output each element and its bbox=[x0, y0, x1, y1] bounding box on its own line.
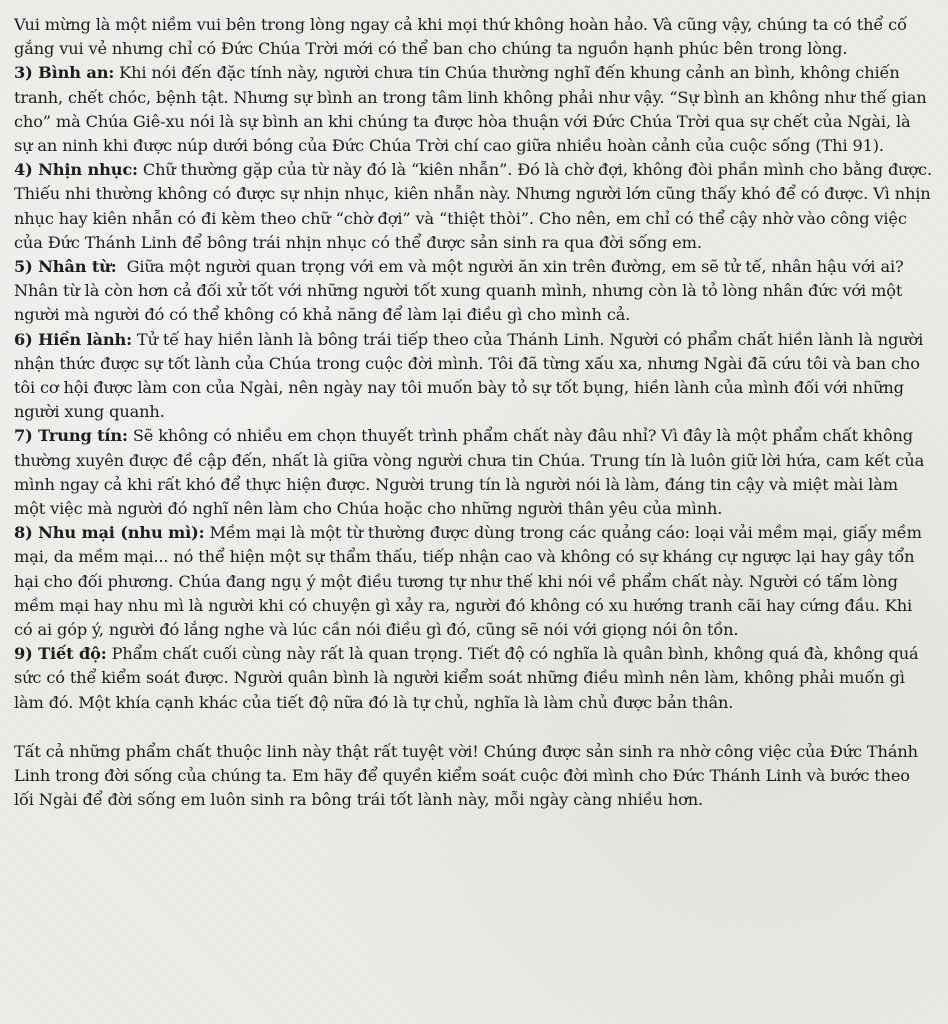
conclusion-paragraph: Tất cả những phẩm chất thuộc linh này thật rất tuyệt vời! Chúng được sản sinh ra nhờ công việc của Đức Thánh Linh trong đời sống của chúng ta. Em hãy để quyền kiểm soát cuộc đời mình cho Đức Thánh Linh và bước theo lối Ngài để đời sống em luôn sinh ra bông trái tốt lành này, mỗi ngày càng nhiều hơn. bbox=[14, 741, 918, 810]
section-label: 6) Hiền lành: bbox=[14, 329, 132, 349]
section-binh-an bbox=[14, 61, 932, 158]
intro-paragraph: Vui mừng là một niềm vui bên trong lòng ngay cả khi mọi thứ không hoàn hảo. Và cũng vậy, chúng ta có thể cố gắng vui vẻ nhưng chỉ có Đức Chúa Trời mới có thể ban cho chúng ta nguồn hạnh phúc bên trong lòng. bbox=[14, 15, 907, 59]
section-label: 5) Nhân từ: bbox=[14, 257, 117, 277]
paragraph-spacer bbox=[14, 715, 932, 740]
section-tiet-do bbox=[14, 642, 932, 715]
section-trung-tin bbox=[14, 424, 932, 521]
section-text: Sẽ không có nhiều em chọn thuyết trình phẩm chất này đâu nhỉ? Vì đây là một phẩm chất không thường xuyên được đề cập đến, nhất là giữa vòng người chưa tin Chúa. Trung tín là luôn giữ lời hứa, cam kết của mình ngay cả khi rất khó để thực hiện được. Người trung tín là người nói là làm, đáng tin cậy và miệt mài làm một việc mà người đó nghĩ nên làm cho Chúa hoặc cho những người thân yêu của mình. bbox=[14, 426, 925, 519]
section-text: Khi nói đến đặc tính này, người chưa tin Chúa thường nghĩ đến khung cảnh an bình, không chiến tranh, chết chóc, bệnh tật. Nhưng sự bình an trong tâm linh không phải như vậy. “Sự bình an không như thế gian cho” mà Chúa Giê-xu nói là sự bình an khi chúng ta được hòa thuận với Đức Chúa Trời qua sự chết của Ngài, là sự an ninh khi được núp dưới bóng của Đức Chúa Trời chí cao giữa nhiều hoàn cảnh của cuộc sống (Thi 91). bbox=[14, 63, 927, 156]
section-label: 4) Nhịn nhục: bbox=[14, 160, 138, 180]
section-text: Phẩm chất cuối cùng này rất là quan trọng. Tiết độ có nghĩa là quân bình, không quá đà, không quá sức có thể kiểm soát được. Người quân bình là người kiểm soát những điều mình nên làm, không phải muốn gì làm đó. Một khía cạnh khác của tiết độ nữa đó là tự chủ, nghĩa là làm chủ được bản thân. bbox=[14, 644, 919, 712]
section-label: 7) Trung tín: bbox=[14, 426, 128, 446]
section-text: Tử tế hay hiền lành là bông trái tiếp theo của Thánh Linh. Người có phẩm chất hiền lành là người nhận thức được sự tốt lành của Chúa trong cuộc đời mình. Tôi đã từng xấu xa, nhưng Ngài đã cứu tôi và ban cho tôi cơ hội được làm con của Ngài, nên ngày nay tôi muốn bày tỏ sự tốt bụng, hiền lành của mình đối với những người xung quanh. bbox=[14, 329, 924, 422]
section-hien-lanh bbox=[14, 328, 932, 425]
section-label: 3) Bình an: bbox=[14, 63, 115, 83]
section-text: Chữ thường gặp của từ này đó là “kiên nhẫn”. Đó là chờ đợi, không đòi phần mình cho bằng được. Thiếu nhi thường không có được sự nhịn nhục, kiên nhẫn này. Nhưng người lớn cũng thấy khó để có được. Vì nhịn nhục hay kiên nhẫn có đi kèm theo chữ “chờ đợi” và “thiệt thòi”. Cho nên, em chỉ có thể cậy nhờ vào công việc của Đức Thánh Linh để bông trái nhịn nhục có thể được sản sinh ra qua đời sống em. bbox=[14, 160, 932, 252]
section-label: 8) Nhu mại (nhu mì): bbox=[14, 523, 205, 543]
section-label: 9) Tiết độ: bbox=[14, 644, 107, 664]
section-nhu-mai bbox=[14, 521, 932, 642]
section-text: Mềm mại là một từ thường được dùng trong các quảng cáo: loại vải mềm mại, giấy mềm mại, da mềm mại... nó thể hiện một sự thẩm thấu, tiếp nhận cao và không có sự kháng cự ngược lại hay gây tổn hại cho đối phương. Chúa đang ngụ ý một điều tương tự như thế khi nói về phẩm chất này. Người có tấm lòng mềm mại hay nhu mì là người khi có chuyện gì xảy ra, người đó không có xu hướng tranh cãi hay cứng đầu. Khi có ai góp ý, người đó lắng nghe và lúc cần nói điều gì đó, cũng sẽ nói với giọng nói ôn tồn. bbox=[14, 523, 922, 640]
section-nhan-tu bbox=[14, 255, 932, 328]
section-nhin-nhuc bbox=[14, 158, 932, 255]
section-text: Giữa một người quan trọng với em và một người ăn xin trên đường, em sẽ tử tế, nhân hậu với ai? Nhân từ là còn hơn cả đối xử tốt với những người tốt xung quanh mình, nhưng còn là tỏ lòng nhân đức với một người mà người đó có thể không có khả năng để làm lại điều gì cho mình cả. bbox=[14, 257, 909, 325]
document-body bbox=[14, 13, 932, 813]
